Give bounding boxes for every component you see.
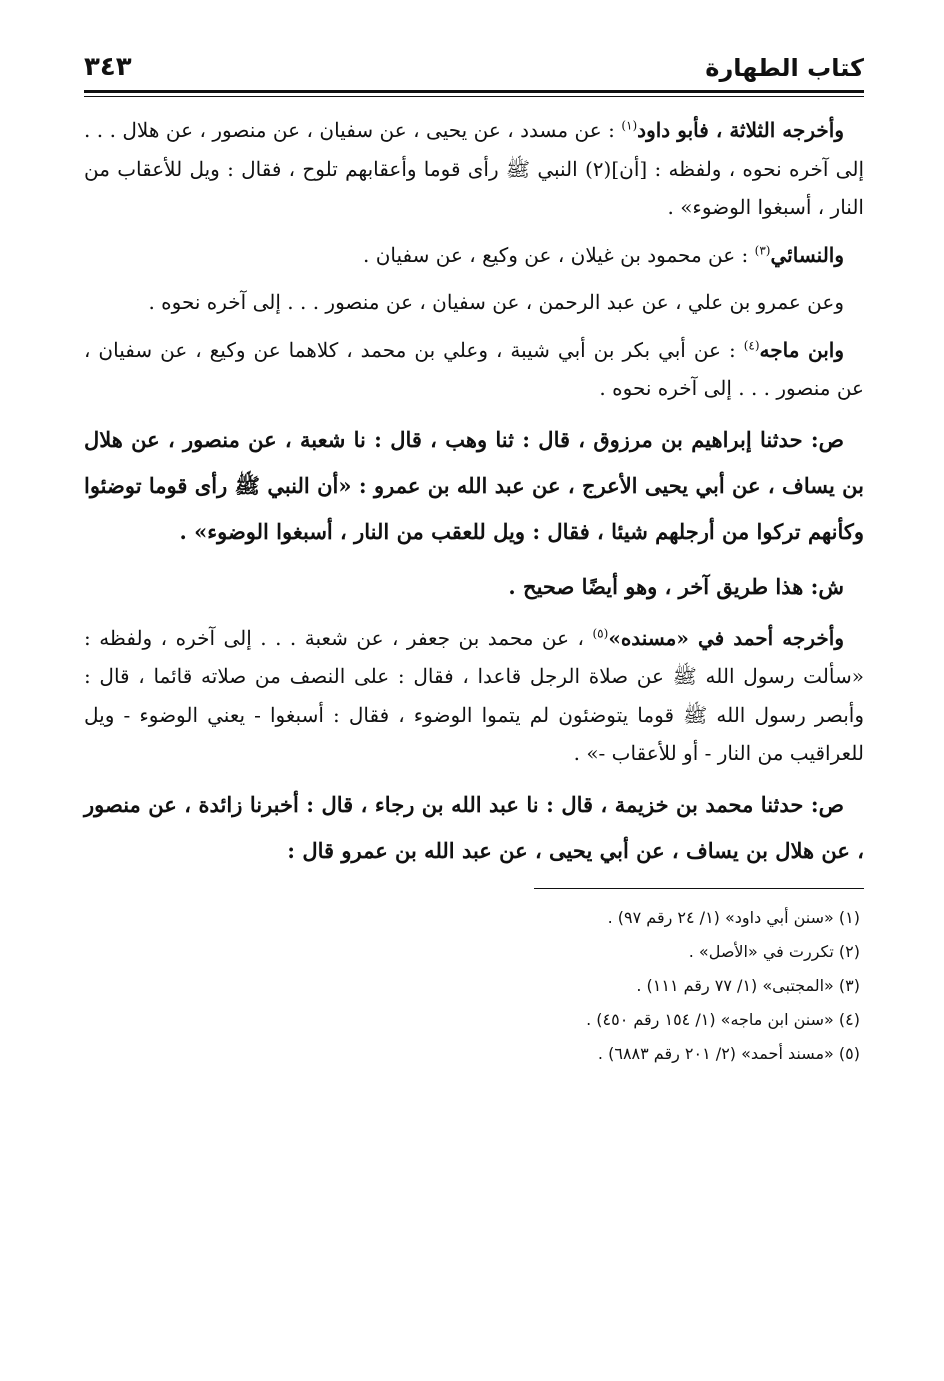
footnotes bbox=[84, 901, 864, 1071]
paragraph-commentary bbox=[84, 564, 864, 610]
footnote-item: (٢) تكررت في «الأصل» . bbox=[688, 941, 860, 961]
paragraph-text: : عن مسدد ، عن يحيى ، عن سفيان ، عن منصور ، عن هلال . . . إلى آخره نحوه ، ولفظه : [أن](٢) النبي ﷺ رأى قوما وأعقابهم تلوح ، فقال : ويل للأعقاب من النار ، أسبغوا الوضوء» . bbox=[84, 118, 864, 219]
footnote-item: (٣) «المجتبى» (١/ ٧٧ رقم ١١١) . bbox=[636, 975, 860, 995]
paragraph-lead: والنسائي bbox=[770, 242, 844, 267]
footnote-ref: (٣) bbox=[754, 242, 771, 257]
footnote-ref: (٤) bbox=[743, 337, 760, 352]
paragraph-ibn-majah bbox=[84, 331, 864, 408]
main-text bbox=[84, 111, 864, 874]
paragraph-lead: وأخرجه أحمد في «مسنده» bbox=[608, 625, 844, 650]
running-header bbox=[84, 30, 864, 82]
paragraph-text: ، عن محمد بن جعفر ، عن شعبة . . . إلى آخره ، ولفظه : «سألت رسول الله ﷺ عن صلاة الرجل قاعدا ، فقال : على النصف من صلاته قائما ، قال : وأبصر رسول الله ﷺ قوما يتوضئون لم يتموا الوضوء ، فقال : أسبغوا - يعني الوضوء - ويل للعراقيب من النار - أو للأعقاب -» . bbox=[84, 625, 864, 765]
footnote-separator bbox=[534, 888, 864, 889]
header-rule-thin bbox=[84, 96, 864, 97]
paragraph-hadith-text-2 bbox=[84, 782, 864, 874]
paragraph-text: ص: حدثنا إبراهيم بن مرزوق ، قال : ثنا وهب ، قال : نا شعبة ، عن منصور ، عن هلال بن يساف ، عن أبي يحيى الأعرج ، عن عبد الله بن عمرو : «أن النبي ﷺ رأى قوما توضئوا وكأنهم تركوا من أرجلهم شيئا ، فقال : ويل للعقب من النار ، أسبغوا الوضوء» . bbox=[84, 426, 864, 544]
footnote-item: (٥) «مسند أحمد» (٢/ ٢٠١ رقم ٦٨٨٣) . bbox=[597, 1043, 860, 1063]
paragraph-text: وعن عمرو بن علي ، عن عبد الرحمن ، عن سفيان ، عن منصور . . . إلى آخره نحوه . bbox=[148, 290, 844, 314]
footnote-ref: (١) bbox=[621, 118, 638, 133]
paragraph-nasai bbox=[84, 236, 864, 275]
book-page bbox=[84, 30, 864, 1071]
footnote-ref: (٥) bbox=[592, 625, 609, 640]
paragraph-amr bbox=[84, 283, 864, 322]
footnote-item: (٤) «سنن ابن ماجه» (١/ ١٥٤ رقم ٤٥٠) . bbox=[586, 1009, 860, 1029]
paragraph-text: ص: حدثنا محمد بن خزيمة ، قال : نا عبد الله بن رجاء ، قال : أخبرنا زائدة ، عن منصور ، عن هلال بن يساف ، عن أبي يحيى ، عن عبد الله بن عمرو قال : bbox=[84, 791, 864, 863]
paragraph-abu-dawud bbox=[84, 111, 864, 227]
paragraph-text: ش: هذا طريق آخر ، وهو أيضًا صحيح . bbox=[508, 573, 844, 599]
paragraph-ahmad bbox=[84, 619, 864, 773]
page-number: ٣٤٣ bbox=[84, 52, 132, 82]
paragraph-hadith-text bbox=[84, 417, 864, 555]
paragraph-lead: وابن ماجه bbox=[759, 337, 844, 362]
paragraph-text: : عن محمود بن غيلان ، عن وكيع ، عن سفيان . bbox=[363, 242, 755, 267]
footnote-item: (١) «سنن أبي داود» (١/ ٢٤ رقم ٩٧) . bbox=[607, 907, 860, 927]
header-rule-thick bbox=[84, 90, 864, 93]
paragraph-lead: وأخرجه الثلاثة ، فأبو داود bbox=[637, 118, 844, 142]
book-title: كتاب الطهارة bbox=[705, 54, 864, 82]
paragraph-text: : عن أبي بكر بن أبي شيبة ، وعلي بن محمد ، كلاهما عن وكيع ، عن سفيان ، عن منصور . . . إلى آخره نحوه . bbox=[84, 337, 864, 400]
